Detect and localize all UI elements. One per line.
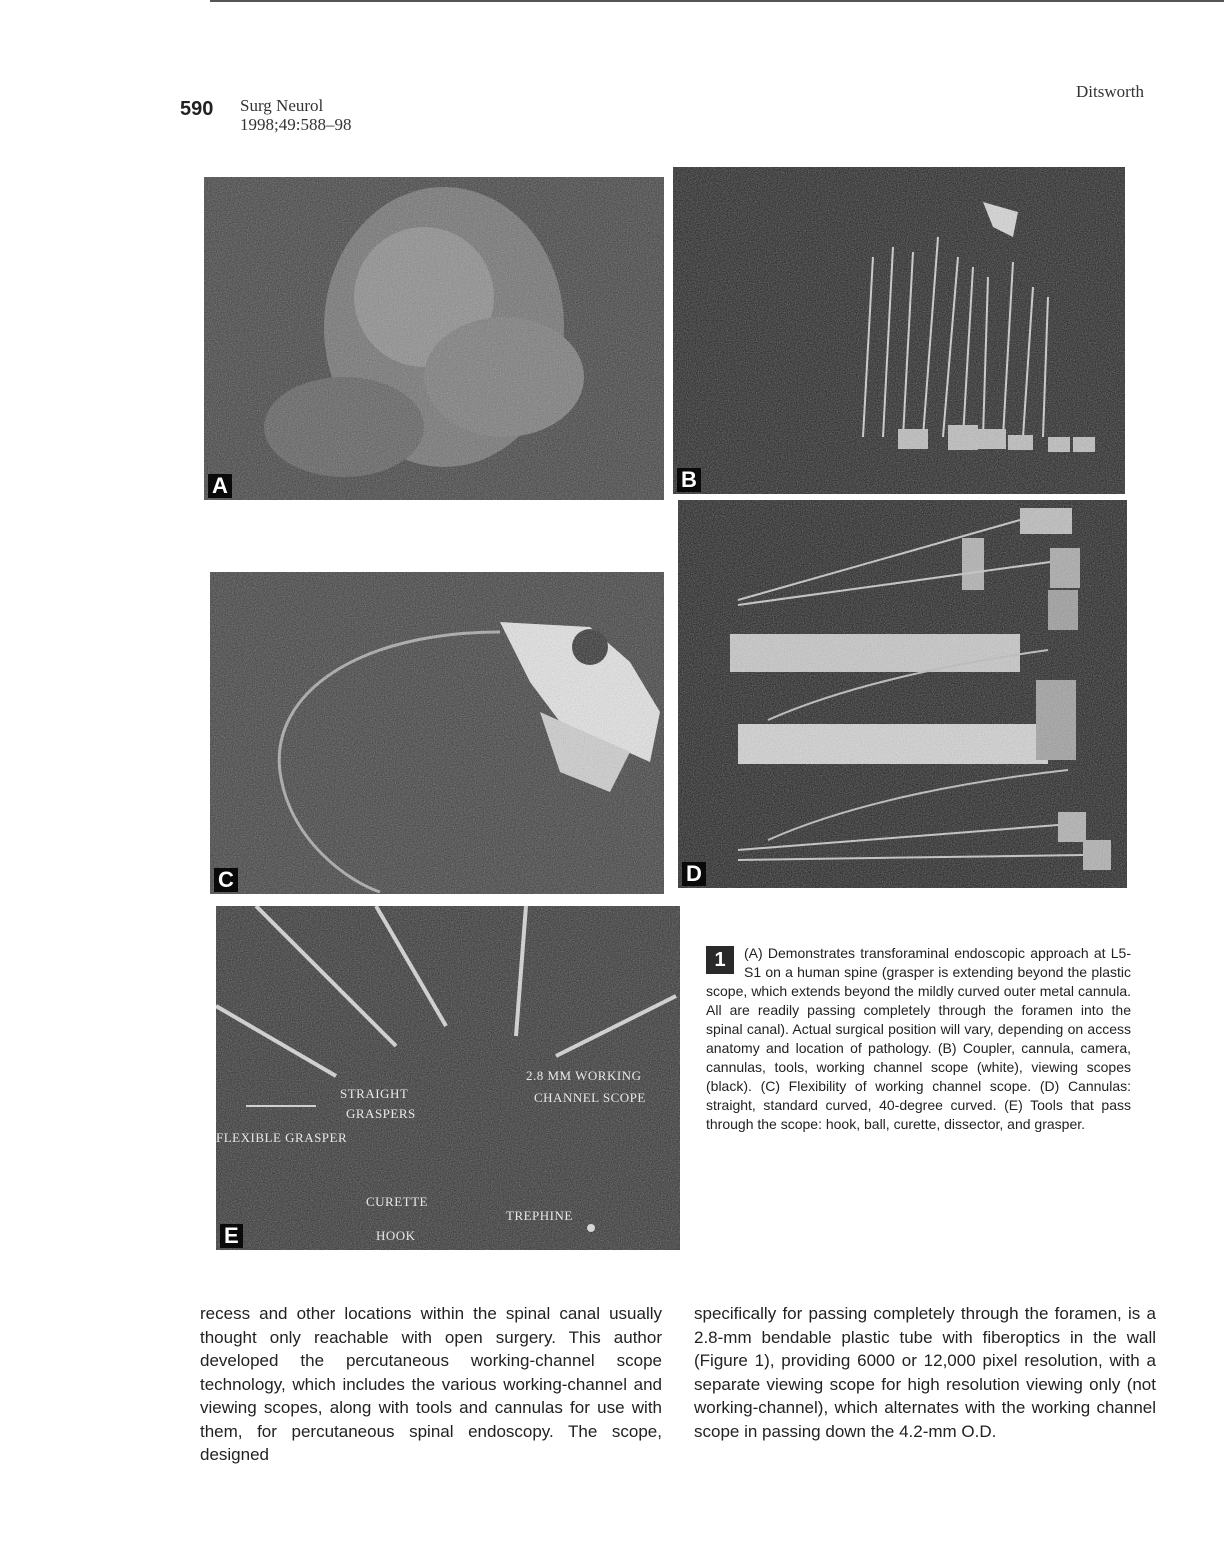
panel-label-e: E	[220, 1224, 243, 1248]
journal-name: Surg Neurol	[240, 96, 324, 115]
page-number: 590	[180, 98, 214, 120]
label-straight-graspers-line2: GRASPERS	[346, 1106, 416, 1121]
label-working-scope-line2: CHANNEL SCOPE	[534, 1090, 646, 1105]
figure-panel-e	[216, 906, 680, 1250]
figure-number-badge: 1	[706, 946, 734, 974]
panel-label-a: A	[208, 474, 232, 498]
journal-citation	[240, 96, 351, 134]
figure-panel-c	[210, 572, 664, 894]
panel-label-b: B	[677, 468, 701, 492]
panel-a-image	[204, 177, 664, 500]
citation-line: 1998;49:588–98	[240, 115, 352, 134]
label-hook: HOOK	[376, 1228, 416, 1243]
panel-c-image	[210, 572, 664, 894]
panel-d-image	[678, 500, 1127, 888]
panel-label-d: D	[682, 862, 706, 886]
figure-caption	[706, 944, 1131, 1134]
label-curette: CURETTE	[366, 1194, 428, 1209]
body-text-right-column: specifically for passing completely through the foramen, is a 2.8-mm bendable plastic tube with fiberoptics in the wall (Figure 1), providing 6000 or 12,000 pixel resolution, with a separate viewing scope for high resolution viewing only (not working-channel), which alternates with the working channel scope in passing down the 4.2-mm O.D.	[694, 1304, 1156, 1441]
label-straight-graspers-line1: STRAIGHT	[340, 1086, 409, 1101]
label-flexible-grasper: FLEXIBLE GRASPER	[216, 1130, 348, 1145]
label-trephine: TREPHINE	[506, 1208, 573, 1223]
figure-panel-a	[204, 177, 664, 500]
running-author: Ditsworth	[1076, 82, 1144, 101]
top-rule	[210, 0, 1224, 2]
panel-label-c: C	[214, 868, 238, 892]
label-working-scope-line1: 2.8 MM WORKING	[526, 1068, 642, 1083]
panel-b-image	[673, 167, 1125, 494]
figure-panel-d	[678, 500, 1127, 888]
figure-caption-text: (A) Demonstrates transforaminal endoscopic approach at L5-S1 on a human spine (grasper is extending beyond the plastic scope, which extends beyond the mildly curved outer metal cannula. All are readily passing completely through the foramen into the spinal canal). Actual surgical position will vary, depending on access anatomy and location of pathology. (B) Coupler, cannula, camera, cannulas, tools, working channel scope (white), viewing scopes (black). (C) Flexibility of working channel scope. (D) Cannulas: straight, standard curved, 40-degree curved. (E) Tools that pass through the scope: hook, ball, curette, dissector, and grasper.	[706, 945, 1131, 1132]
figure-panel-b	[673, 167, 1125, 494]
body-text-left-column: recess and other locations within the spinal canal usually thought only reachable with open surgery. This author developed the percutaneous working-channel scope technology, which includes the various working-channel and viewing scopes, along with tools and cannulas for use with them, for percutaneous spinal endoscopy. The scope, designed	[200, 1304, 662, 1464]
